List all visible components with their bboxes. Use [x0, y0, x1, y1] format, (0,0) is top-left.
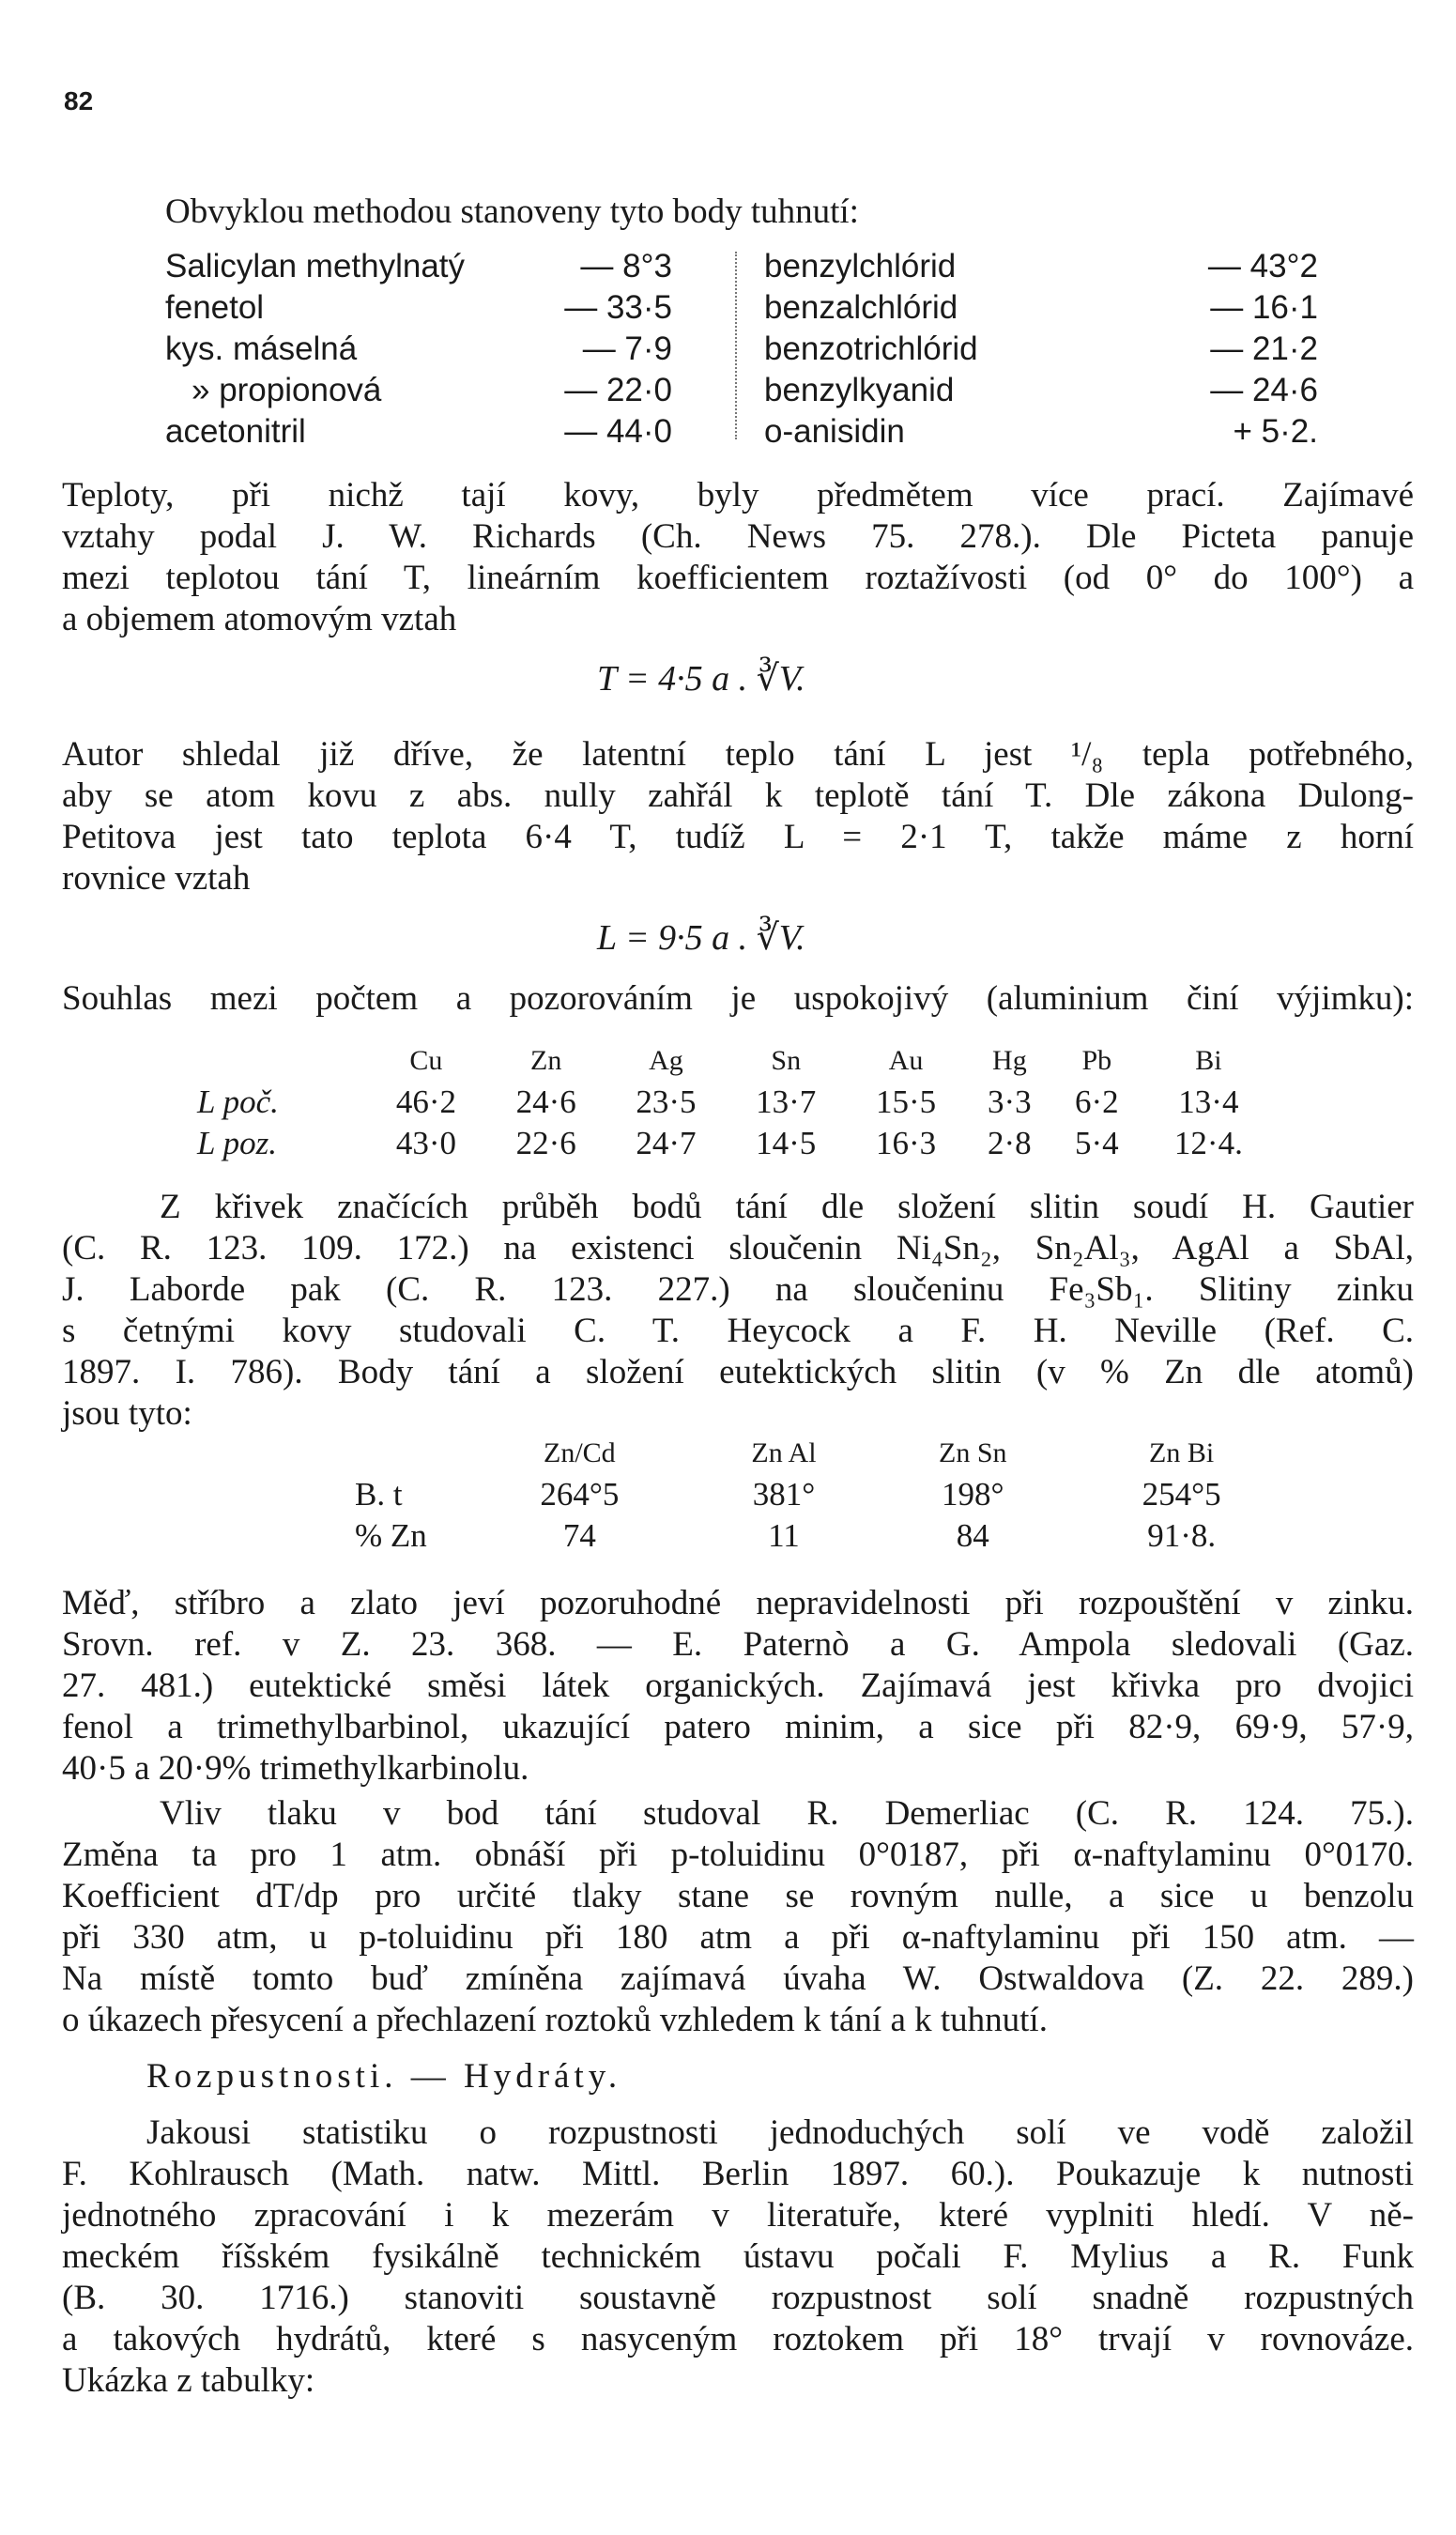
paragraph-line: Koefficient dT/dp pro určité tlaky stane se rovným nulle, a sice u benzolu	[62, 1877, 1414, 1915]
paragraph-line: Souhlas mezi počtem a pozorováním je uspokojivý (aluminium činí výjimku):	[62, 979, 1414, 1018]
table-row: benzalchlórid — 16·1	[764, 289, 1318, 326]
freezing-points-right	[764, 246, 1318, 453]
paragraph-line: Petitova jest tato teplota 6·4 T, tudíž L = 2·1 T, takže máme z horní	[62, 818, 1414, 856]
paragraph-line: Teploty, při nichž tají kovy, byly předmětem více prací. Zajímavé	[62, 476, 1414, 515]
paragraph-line: 1897. I. 786). Body tání a složení eutektických slitin (v % Zn dle atomů)	[62, 1353, 1414, 1391]
table-row: benzylkyanid — 24·6	[764, 372, 1318, 408]
paragraph-line: jednotného zpracování i k mezerám v literatuře, které vyplniti hledí. V ně-	[62, 2196, 1414, 2235]
metals-table	[197, 1040, 1277, 1164]
table-row: fenetol — 33·5	[165, 289, 672, 326]
table-header-row: Zn/Cd Zn Al Zn Sn Zn Bi	[544, 1437, 1215, 1468]
paragraph-line: při 330 atm, u p-toluidinu při 180 atm a při α-naftylaminu při 150 atm. —	[62, 1918, 1414, 1957]
table-row: L poz. 43·0 22·6 24·7 14·5 16·3 2·8 5·4 12·4.	[197, 1125, 1243, 1161]
table-row: B. t 264°5 381° 198° 254°5	[355, 1476, 1221, 1513]
freezing-points-left	[165, 246, 672, 453]
table-row: % Zn 74 11 84 91·8.	[355, 1517, 1217, 1554]
table-row: benzylchlórid — 43°2	[764, 248, 1318, 284]
table-row: Salicylan methylnatý — 8°3	[165, 248, 672, 284]
table-row: benzotrichlórid — 21·2	[764, 330, 1318, 367]
paragraph-line: Jakousi statistiku o rozpustnosti jednoduchých solí ve vodě založil	[146, 2113, 1414, 2152]
paragraph-line: Vliv tlaku v bod tání studoval R. Demerliac (C. R. 124. 75.).	[160, 1794, 1414, 1833]
paragraph-line: a takových hydrátů, které s nasyceným roztokem při 18° trvají v rovnováze.	[62, 2320, 1414, 2358]
paragraph-line: 27. 481.) eutektické směsi látek organických. Zajímavá jest křivka pro dvojici	[62, 1667, 1414, 1705]
paragraph-line: F. Kohlrausch (Math. natw. Mittl. Berlin 1897. 60.). Poukazuje k nutnosti	[62, 2155, 1414, 2193]
paragraph-line: Autor shledal již dříve, že latentní teplo tání L jest ¹/₈ tepla potřebného,	[62, 735, 1414, 774]
paragraph-line: vztahy podal J. W. Richards (Ch. News 75. 278.). Dle Picteta panuje	[62, 517, 1414, 556]
paragraph-line: Na místě tomto buď zmíněna zajímavá úvaha W. Ostwaldova (Z. 22. 289.)	[62, 1959, 1414, 1998]
formula-latent-heat: L = 9·5 a . ∛V.	[597, 918, 805, 958]
table-row: o-anisidin + 5·2.	[764, 413, 1318, 450]
paragraph-line: Změna ta pro 1 atm. obnáší při p-toluidinu 0°0187, při α-naftylaminu 0°0170.	[62, 1836, 1414, 1874]
table-header-row: Cu Zn Ag Sn Au Hg Pb Bi	[409, 1045, 1222, 1076]
paragraph-line: mezi teplotou tání T, lineárním koefficientem roztažívosti (od 0° do 100°) a	[62, 559, 1414, 597]
paragraph-line: J. Laborde pak (C. R. 123. 227.) na sloučeninu Fe₃Sb₁. Slitiny zinku	[62, 1270, 1414, 1309]
paragraph-line: (B. 30. 1716.) stanoviti soustavně rozpustnost solí snadně rozpustných	[62, 2279, 1414, 2317]
intro-line: Obvyklou methodou stanoveny tyto body tuhnutí:	[165, 192, 859, 231]
table-row: kys. máselná — 7·9	[165, 330, 672, 367]
paragraph-line: Měď, stříbro a zlato jeví pozoruhodné nepravidelnosti při rozpouštění v zinku.	[62, 1584, 1414, 1622]
paragraph-line: Srovn. ref. v Z. 23. 368. — E. Paternò a G. Ampola sledovali (Gaz.	[62, 1625, 1414, 1664]
section-heading: Rozpustnosti. — Hydráty.	[146, 2057, 622, 2096]
paragraph-line: Z křivek značících průběh bodů tání dle složení slitin soudí H. Gautier	[160, 1188, 1414, 1226]
paragraph-line: Ukázka z tabulky:	[62, 2361, 315, 2400]
paragraph-line: aby se atom kovu z abs. nully zahřál k teplotě tání T. Dle zákona Dulong-	[62, 776, 1414, 815]
paragraph-line: (C. R. 123. 109. 172.) na existenci sloučenin Ni₄Sn₂, Sn₂Al₃, AgAl a SbAl,	[62, 1229, 1414, 1268]
paragraph-line: 40·5 a 20·9% trimethylkarbinolu.	[62, 1749, 529, 1788]
paragraph-line: meckém říšském fysikálně technickém ústavu počali F. Mylius a R. Funk	[62, 2237, 1414, 2276]
table-row: acetonitril — 44·0	[165, 413, 672, 450]
page-number: 82	[64, 86, 94, 115]
table-row: » propionová — 22·0	[192, 372, 672, 408]
formula-melting-temperature: T = 4·5 a . ∛V.	[597, 659, 805, 699]
eutectic-table	[355, 1433, 1294, 1557]
paragraph-line: a objemem atomovým vztah	[62, 600, 457, 638]
paragraph-line: rovnice vztah	[62, 859, 251, 898]
paragraph-line: jsou tyto:	[62, 1394, 192, 1433]
paragraph-line: s četnými kovy studovali C. T. Heycock a F. H. Neville (Ref. C.	[62, 1312, 1414, 1350]
paragraph-line: o úkazech přesycení a přechlazení roztoků vzhledem k tání a k tuhnutí.	[62, 2001, 1048, 2039]
paragraph-line: fenol a trimethylbarbinol, ukazující patero minim, a sice při 82·9, 69·9, 57·9,	[62, 1708, 1414, 1746]
column-divider	[735, 252, 737, 439]
table-row: L poč. 46·2 24·6 23·5 13·7 15·5 3·3 6·2 13·4	[197, 1083, 1239, 1120]
